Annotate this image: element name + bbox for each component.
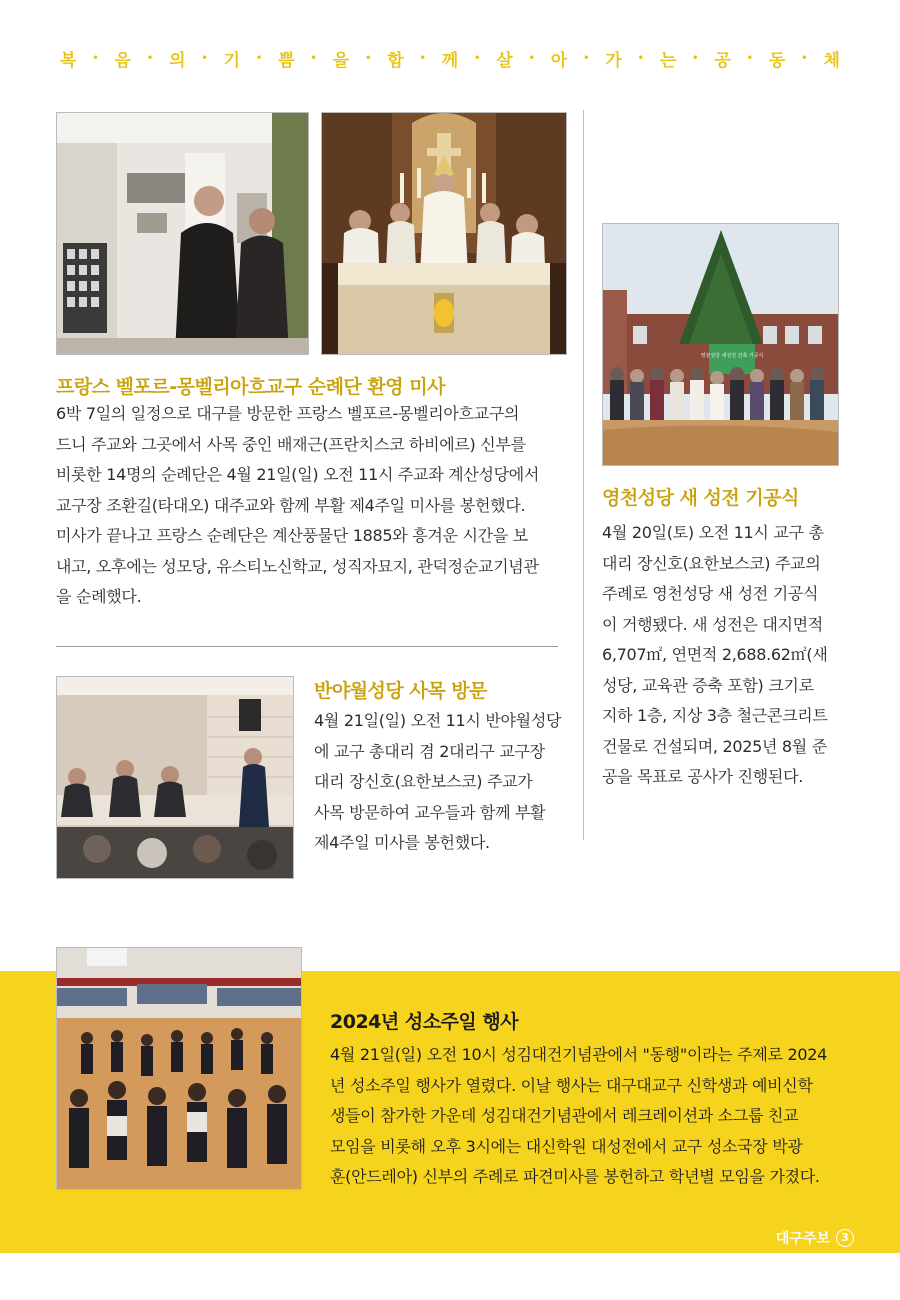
motto-separator: • xyxy=(146,53,154,64)
motto-char: 쁨 xyxy=(278,51,295,71)
motto-char: 을 xyxy=(332,51,350,71)
article4-title: 2024년 성소주일 행사 xyxy=(330,1011,519,1033)
article2-title: 반야월성당 사목 방문 xyxy=(314,680,487,702)
motto-separator: • xyxy=(364,53,372,64)
article1-line: 미사가 끝나고 프랑스 순례단은 계산풍물단 1885와 흥겨운 시간을 보 xyxy=(56,526,528,545)
photo-mass-altar-image xyxy=(322,113,566,354)
motto-separator: • xyxy=(637,53,644,64)
motto-header xyxy=(60,46,840,71)
motto-char: 기 xyxy=(223,51,241,71)
article4-line: 4월 21일(일) 오전 10시 성김대건기념관에서 "동행"이라는 주제로 2024 xyxy=(330,1045,828,1064)
motto-char: 복 xyxy=(60,51,77,71)
article1-line: 내고, 오후에는 성모당, 유스티노신학교, 성직자묘지, 관덕정순교기념관 xyxy=(56,556,539,576)
motto-separator: • xyxy=(583,53,590,64)
article3-line: 이 거행됐다. 새 성전은 대지면적 xyxy=(602,614,823,634)
photo-mass-altar xyxy=(321,112,567,355)
article1-body xyxy=(56,399,568,613)
photo-yeongcheon-groundbreaking-image xyxy=(603,224,838,465)
article3-line: 대리 장신호(요한보스코) 주교의 xyxy=(602,553,821,573)
motto-char: 께 xyxy=(441,51,459,71)
article2-body xyxy=(314,706,568,859)
article4-line: 모임을 비롯해 오후 3시에는 대신학원 대성전에서 교구 성소국장 박광 xyxy=(330,1136,803,1156)
article2-line: 사목 방문하여 교우들과 함께 부활 xyxy=(314,802,546,822)
article4-body xyxy=(330,1040,838,1193)
motto-char: 아 xyxy=(550,51,568,71)
motto-separator: • xyxy=(474,53,481,64)
article1-line: 교구장 조환길(타대오) 대주교와 함께 부활 제4주일 미사를 봉헌했다. xyxy=(56,495,526,515)
photo-vocation-sunday-event xyxy=(56,947,302,1190)
article3-line: 건물로 건설되며, 2025년 8월 준 xyxy=(602,736,827,756)
motto-char: 동 xyxy=(768,51,786,71)
article4-line: 년 성소주일 행사가 열렸다. 이날 행사는 대구대교구 신학생과 예비신학 xyxy=(330,1075,813,1095)
motto-char: 체 xyxy=(823,51,840,71)
article1-title: 프랑스 벨포르-몽벨리아흐교구 순례단 환영 미사 xyxy=(56,376,445,398)
motto-separator: • xyxy=(528,53,535,64)
motto-char: 공 xyxy=(714,51,731,71)
article4-line: 훈(안드레아) 신부의 주례로 파견미사를 봉헌하고 학년별 모임을 가졌다. xyxy=(330,1167,820,1186)
motto-separator: • xyxy=(92,53,99,64)
article3-line: 주례로 영천성당 새 성전 기공식 xyxy=(602,584,819,603)
photo-exhibition-visit xyxy=(56,112,309,355)
groundbreaking-banner-text: 영천성당 새성전 건축 기공식 xyxy=(700,353,764,359)
section-divider-vertical xyxy=(583,110,584,840)
article1-line: 을 순례했다. xyxy=(56,587,142,606)
article4-line: 생들이 참가한 가운데 성김대건기념관에서 레크레이션과 소그룹 친교 xyxy=(330,1106,799,1125)
motto-separator: • xyxy=(201,53,208,64)
photo-yeongcheon-groundbreaking xyxy=(602,223,839,466)
photo-banyawol-visit xyxy=(56,676,294,879)
section-divider-horizontal xyxy=(56,646,558,647)
article2-line: 에 교구 총대리 겸 2대리구 교구장 xyxy=(314,741,545,761)
motto-separator: • xyxy=(801,53,808,64)
article1-line: 비롯한 14명의 순례단은 4월 21일(일) 오전 11시 주교좌 계산성당에서 xyxy=(56,465,540,484)
motto-char: 살 xyxy=(496,51,513,71)
motto-separator: • xyxy=(310,53,317,64)
motto-char: 의 xyxy=(169,51,186,71)
photo-banyawol-visit-image xyxy=(57,677,293,878)
photo-vocation-sunday-event-image xyxy=(57,948,301,1189)
article2-line: 4월 21일(일) 오전 11시 반야월성당 xyxy=(314,711,562,730)
article1-line: 6박 7일의 일정으로 대구를 방문한 프랑스 벨포르-몽벨리아흐교구의 xyxy=(56,404,520,423)
motto-char: 가 xyxy=(605,51,622,71)
motto-char: 함 xyxy=(387,51,404,71)
article3-line: 공을 목표로 공사가 진행된다. xyxy=(602,767,804,786)
page-footer xyxy=(776,1228,854,1248)
page-number: 3 xyxy=(836,1229,854,1247)
article3-line: 지하 1층, 지상 3층 철근콘크리트 xyxy=(602,706,828,725)
article3-line: 6,707㎡, 연면적 2,688.62㎡(새 xyxy=(602,645,828,664)
article2-line: 제4주일 미사를 봉헌했다. xyxy=(314,833,490,852)
motto-separator: • xyxy=(255,53,263,64)
motto-char: 음 xyxy=(114,51,131,71)
article3-title: 영천성당 새 성전 기공식 xyxy=(602,487,799,509)
motto-char: 는 xyxy=(659,51,677,71)
motto-separator: • xyxy=(692,53,699,64)
article3-line: 성당, 교육관 증축 포함) 크기로 xyxy=(602,675,814,695)
motto-separator: • xyxy=(419,53,426,64)
photo-exhibition-visit-image xyxy=(57,113,308,354)
article2-line: 대리 장신호(요한보스코) 주교가 xyxy=(314,772,533,791)
article3-line: 4월 20일(토) 오전 11시 교구 총 xyxy=(602,523,824,542)
article1-line: 드니 주교와 그곳에서 사목 중인 배재근(프란치스코 하비에르) 신부를 xyxy=(56,434,526,454)
motto-separator: • xyxy=(746,53,754,64)
publication-name: 대구주보 xyxy=(775,1231,830,1247)
article3-body xyxy=(602,518,838,793)
